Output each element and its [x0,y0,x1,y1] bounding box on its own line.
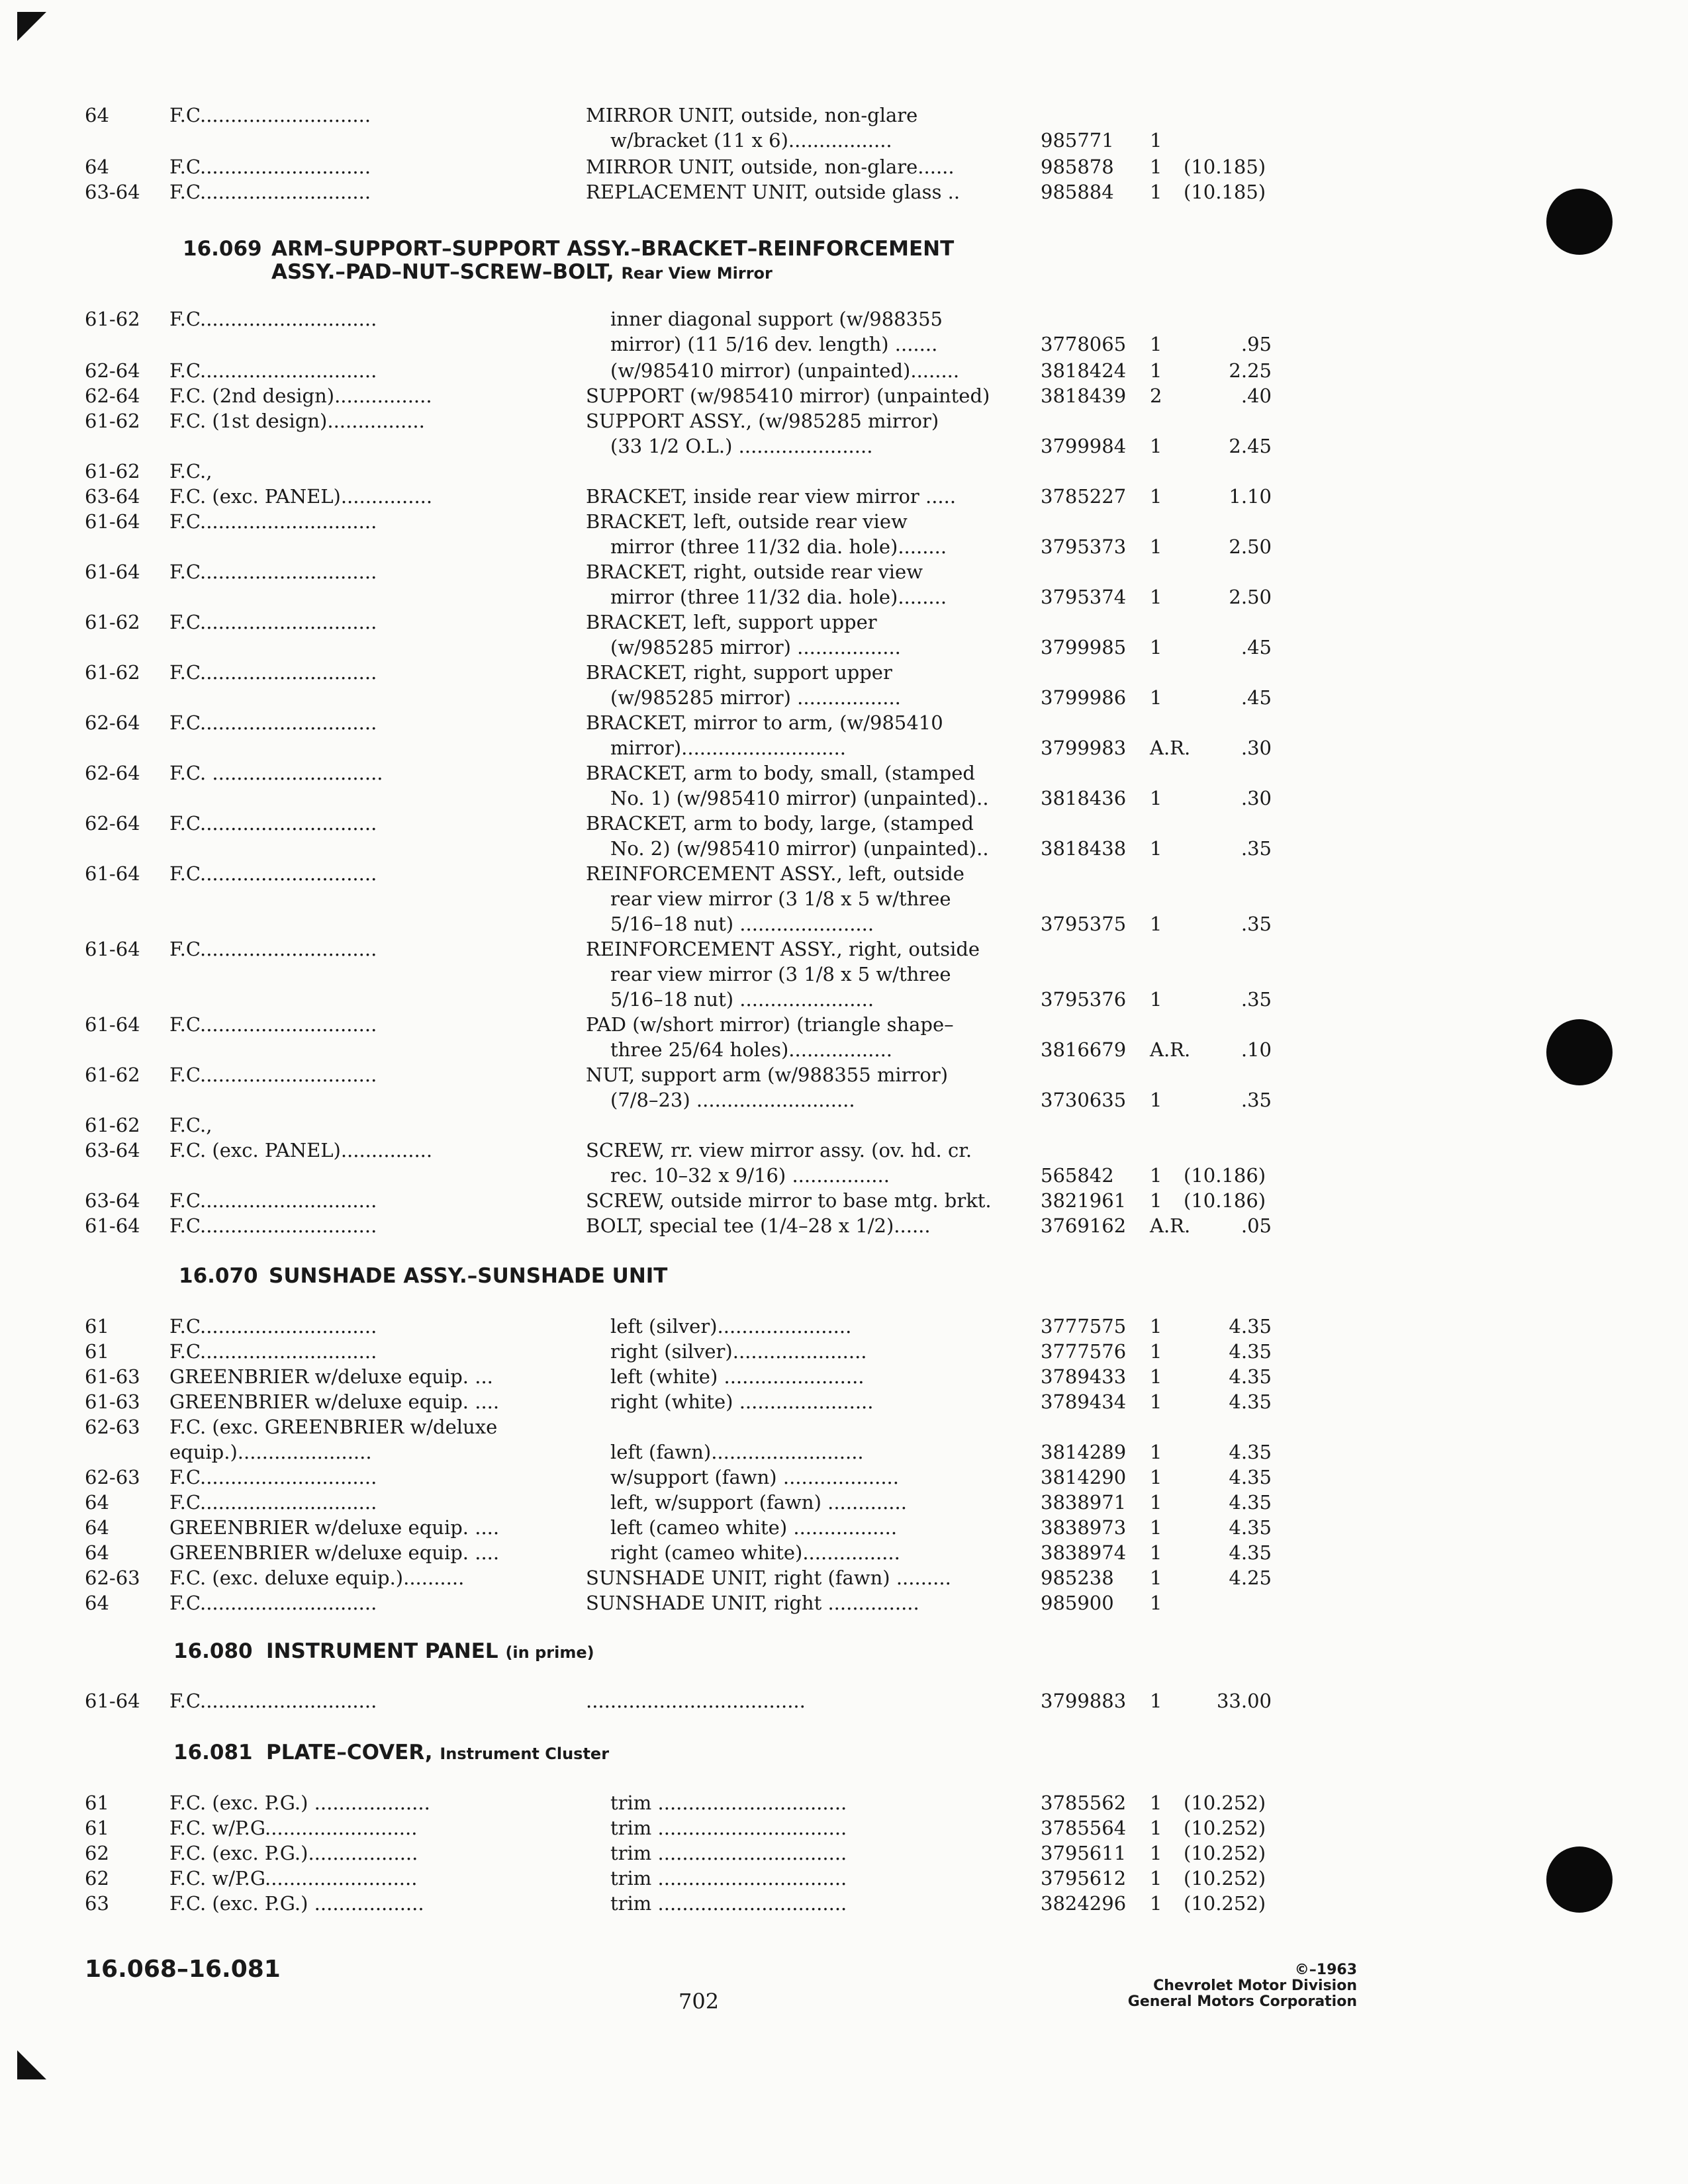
description-cell: trim ............................... [610,1842,847,1864]
part-number-cell: 3769162 [1041,1214,1127,1237]
description-cell: BOLT, special tee (1/4–28 x 1/2)...... [586,1214,931,1237]
quantity-cell: 1 [1150,535,1162,558]
part-number-cell: 985900 [1041,1592,1114,1614]
model-cell: F.C. ............................ [169,762,383,784]
model-cell: F.C............................. [169,1189,377,1212]
price-cell: .30 [1241,787,1272,809]
year-cell: 61-62 [85,1064,140,1086]
description-cell: trim ............................... [610,1817,847,1839]
part-number-cell: 985878 [1041,156,1114,178]
year-cell: 61 [85,1817,109,1839]
price-cell: .35 [1241,1089,1272,1111]
price-cell: 4.35 [1229,1441,1272,1463]
price-cell: 4.35 [1229,1541,1272,1564]
part-number-cell: 3785562 [1041,1792,1127,1814]
description-cell: rec. 10–32 x 9/16) ................ [610,1164,890,1187]
model-cell: F.C............................ [169,181,371,203]
description-cell: REINFORCEMENT ASSY., right, outside [586,938,980,960]
description-cell: SCREW, rr. view mirror assy. (ov. hd. cr. [586,1139,972,1161]
description-cell: .................................... [586,1690,806,1712]
price-cell: 4.35 [1229,1516,1272,1539]
year-cell: 64 [85,1491,109,1514]
model-cell: F.C............................. [169,938,377,960]
quantity-cell: 1 [1150,485,1162,508]
quantity-cell: 1 [1150,1441,1162,1463]
part-number-cell: 3821961 [1041,1189,1127,1212]
division-name: Chevrolet Motor Division [1153,1978,1357,1994]
price-cell: 4.35 [1229,1390,1272,1413]
description-cell: MIRROR UNIT, outside, non-glare [586,104,918,126]
reference-cell: (10.186) [1184,1164,1266,1187]
reference-cell: (10.252) [1184,1892,1266,1915]
part-number-cell: 3795373 [1041,535,1127,558]
part-number-cell: 3818436 [1041,787,1127,809]
reference-cell: (10.186) [1184,1189,1266,1212]
part-number-cell: 3730635 [1041,1089,1127,1111]
model-cell: F.C............................. [169,359,377,382]
quantity-cell: 1 [1150,129,1162,152]
year-cell: 62-63 [85,1416,140,1438]
year-cell: 61-64 [85,862,140,885]
price-cell: .45 [1241,686,1272,709]
corner-mark-top [17,12,46,41]
year-cell: 62-64 [85,812,140,835]
year-cell: 61-62 [85,410,140,432]
price-cell: 4.35 [1229,1466,1272,1488]
price-cell: .35 [1241,913,1272,935]
description-cell: MIRROR UNIT, outside, non-glare...... [586,156,955,178]
price-cell: 4.35 [1229,1365,1272,1388]
model-cell: F.C............................. [169,862,377,885]
quantity-cell: A.R. [1150,1038,1191,1061]
description-cell: mirror) (11 5/16 dev. length) ....... [610,333,938,355]
part-number-cell: 3789434 [1041,1390,1127,1413]
year-cell: 61-64 [85,938,140,960]
quantity-cell: 1 [1150,1541,1162,1564]
part-number-cell: 3785227 [1041,485,1127,508]
price-cell: 2.45 [1229,435,1272,457]
corner-mark-bottom [17,2050,46,2079]
page-range: 16.068–16.081 [85,1956,281,1983]
quantity-cell: 1 [1150,1592,1162,1614]
description-cell: right (silver)...................... [610,1340,867,1363]
description-cell: SCREW, outside mirror to base mtg. brkt. [586,1189,992,1212]
description-cell: 5/16–18 nut) ...................... [610,913,874,935]
year-cell: 63 [85,1892,109,1915]
description-cell: (w/985285 mirror) ................. [610,636,901,659]
description-cell: w/support (fawn) ................... [610,1466,899,1488]
model-cell: F.C............................. [169,1690,377,1712]
description-cell: three 25/64 holes)................. [610,1038,893,1061]
corporation-name: General Motors Corporation [1127,1993,1357,2010]
model-cell: F.C. w/P.G......................... [169,1867,418,1889]
year-cell: 63-64 [85,1139,140,1161]
part-number-cell: 3818424 [1041,359,1127,382]
part-number-cell: 3824296 [1041,1892,1127,1915]
model-cell: F.C............................. [169,1315,377,1338]
year-cell: 61-62 [85,308,140,330]
quantity-cell: A.R. [1150,1214,1191,1237]
year-cell: 61-64 [85,510,140,533]
quantity-cell: 1 [1150,333,1162,355]
description-cell: BRACKET, mirror to arm, (w/985410 [586,711,943,734]
quantity-cell: 1 [1150,1867,1162,1889]
price-cell: .35 [1241,988,1272,1011]
year-cell: 62-64 [85,762,140,784]
year-cell: 61-63 [85,1390,140,1413]
price-cell: .95 [1241,333,1272,355]
quantity-cell: 1 [1150,586,1162,608]
part-number-cell: 3799883 [1041,1690,1127,1712]
model-cell: F.C. (exc. GREENBRIER w/deluxe [169,1416,498,1438]
quantity-cell: 1 [1150,913,1162,935]
part-number-cell: 3838974 [1041,1541,1127,1564]
description-cell: inner diagonal support (w/988355 [610,308,943,330]
description-cell: (7/8–23) .......................... [610,1089,855,1111]
quantity-cell: 1 [1150,181,1162,203]
quantity-cell: 2 [1150,385,1162,407]
year-cell: 62-64 [85,711,140,734]
model-cell: F.C............................. [169,1491,377,1514]
quantity-cell: 1 [1150,837,1162,860]
price-cell: .45 [1241,636,1272,659]
quantity-cell: 1 [1150,1792,1162,1814]
price-cell: .30 [1241,737,1272,759]
part-number-cell: 3814290 [1041,1466,1127,1488]
year-cell: 61-62 [85,460,140,482]
year-cell: 61 [85,1792,109,1814]
description-cell: left, w/support (fawn) ............. [610,1491,907,1514]
page-number: 702 [679,1989,720,2014]
part-number-cell: 3799983 [1041,737,1127,759]
description-cell: rear view mirror (3 1/8 x 5 w/three [610,963,951,985]
model-cell: F.C............................. [169,1592,377,1614]
description-cell: 5/16–18 nut) ...................... [610,988,874,1011]
quantity-cell: 1 [1150,1365,1162,1388]
copyright-year: ©–1963 [1294,1962,1357,1978]
copyright-block [1128,1962,1357,2010]
year-cell: 62-63 [85,1567,140,1589]
year-cell: 62 [85,1867,109,1889]
description-cell: SUPPORT ASSY., (w/985285 mirror) [586,410,939,432]
description-cell: right (white) ...................... [610,1390,874,1413]
quantity-cell: 1 [1150,435,1162,457]
description-cell: w/bracket (11 x 6)................. [610,129,892,152]
description-cell: right (cameo white)................ [610,1541,900,1564]
year-cell: 61 [85,1315,109,1338]
price-cell: 4.35 [1229,1315,1272,1338]
model-cell: F.C............................ [169,104,371,126]
quantity-cell: 1 [1150,1390,1162,1413]
part-number-cell: 985771 [1041,129,1114,152]
year-cell: 63-64 [85,485,140,508]
part-number-cell: 3838971 [1041,1491,1127,1514]
quantity-cell: 1 [1150,156,1162,178]
description-cell: (w/985410 mirror) (unpainted)........ [610,359,960,382]
quantity-cell: 1 [1150,1491,1162,1514]
reference-cell: (10.252) [1184,1792,1266,1814]
model-cell: F.C............................. [169,1466,377,1488]
part-number-cell: 985238 [1041,1567,1114,1589]
quantity-cell: 1 [1150,636,1162,659]
model-cell: F.C., [169,460,212,482]
description-cell: No. 1) (w/985410 mirror) (unpainted).. [610,787,989,809]
part-number-cell: 3785564 [1041,1817,1127,1839]
part-number-cell: 3778065 [1041,333,1127,355]
price-cell: 2.25 [1229,359,1272,382]
description-cell: No. 2) (w/985410 mirror) (unpainted).. [610,837,989,860]
binder-hole-middle [1546,1019,1613,1085]
description-cell: left (silver)...................... [610,1315,852,1338]
model-cell: F.C............................. [169,1340,377,1363]
quantity-cell: 1 [1150,1817,1162,1839]
year-cell: 61 [85,1340,109,1363]
quantity-cell: 1 [1150,1842,1162,1864]
model-cell: F.C. (exc. P.G.) ................... [169,1792,430,1814]
price-cell: 33.00 [1216,1690,1272,1712]
description-cell: (33 1/2 O.L.) ...................... [610,435,873,457]
quantity-cell: 1 [1150,787,1162,809]
description-cell: left (white) ....................... [610,1365,865,1388]
description-cell: (w/985285 mirror) ................. [610,686,901,709]
model-cell: F.C............................. [169,711,377,734]
year-cell: 62-64 [85,385,140,407]
model-cell: F.C. (exc. deluxe equip.).......... [169,1567,465,1589]
description-cell: BRACKET, left, outside rear view [586,510,908,533]
part-number-cell: 3777576 [1041,1340,1127,1363]
quantity-cell: 1 [1150,1164,1162,1187]
model-cell: F.C., [169,1114,212,1136]
quantity-cell: 1 [1150,1516,1162,1539]
quantity-cell: 1 [1150,1690,1162,1712]
description-cell: SUNSHADE UNIT, right (fawn) ......... [586,1567,951,1589]
price-cell: 4.35 [1229,1491,1272,1514]
year-cell: 61-62 [85,611,140,633]
year-cell: 61-64 [85,561,140,583]
section-heading-16-069-line2: ASSY.–PAD–NUT–SCREW–BOLT, Rear View Mirror [271,260,773,284]
year-cell: 61-62 [85,661,140,684]
binder-hole-top [1546,189,1613,255]
reference-cell: (10.252) [1184,1817,1266,1839]
model-cell: F.C. (exc. P.G.) .................. [169,1892,424,1915]
price-cell: 2.50 [1229,535,1272,558]
description-cell: BRACKET, arm to body, large, (stamped [586,812,974,835]
model-cell: F.C. (2nd design)................ [169,385,432,407]
description-cell: PAD (w/short mirror) (triangle shape– [586,1013,954,1036]
quantity-cell: 1 [1150,1089,1162,1111]
quantity-cell: 1 [1150,686,1162,709]
price-cell: .05 [1241,1214,1272,1237]
description-cell: SUNSHADE UNIT, right ............... [586,1592,919,1614]
binder-hole-bottom [1546,1846,1613,1913]
model-cell: GREENBRIER w/deluxe equip. .... [169,1516,500,1539]
year-cell: 61-63 [85,1365,140,1388]
quantity-cell: 1 [1150,1892,1162,1915]
quantity-cell: 1 [1150,1189,1162,1212]
quantity-cell: 1 [1150,359,1162,382]
description-cell: trim ............................... [610,1867,847,1889]
quantity-cell: 1 [1150,1567,1162,1589]
model-cell: F.C. w/P.G......................... [169,1817,418,1839]
description-cell: REINFORCEMENT ASSY., left, outside [586,862,964,885]
model-cell: F.C. (exc. PANEL)............... [169,1139,433,1161]
part-number-cell: 3795376 [1041,988,1127,1011]
model-cell: F.C............................. [169,510,377,533]
year-cell: 64 [85,1516,109,1539]
part-number-cell: 3814289 [1041,1441,1127,1463]
description-cell: BRACKET, right, support upper [586,661,892,684]
part-number-cell: 3799986 [1041,686,1127,709]
model-cell: F.C............................. [169,1013,377,1036]
year-cell: 62-63 [85,1466,140,1488]
model-cell: F.C. (exc. PANEL)............... [169,485,433,508]
description-cell: trim ............................... [610,1892,847,1915]
part-number-cell: 565842 [1041,1164,1114,1187]
description-cell: left (fawn)......................... [610,1441,864,1463]
year-cell: 63-64 [85,181,140,203]
part-number-cell: 3795375 [1041,913,1127,935]
year-cell: 64 [85,104,109,126]
reference-cell: (10.185) [1184,181,1266,203]
reference-cell: (10.185) [1184,156,1266,178]
part-number-cell: 3777575 [1041,1315,1127,1338]
part-number-cell: 3818439 [1041,385,1127,407]
model-cell: F.C. (1st design)................ [169,410,425,432]
description-cell: NUT, support arm (w/988355 mirror) [586,1064,949,1086]
description-cell: left (cameo white) ................. [610,1516,898,1539]
part-number-cell: 3816679 [1041,1038,1127,1061]
price-cell: 4.25 [1229,1567,1272,1589]
model-cell: GREENBRIER w/deluxe equip. .... [169,1390,500,1413]
model-cell: F.C............................ [169,156,371,178]
year-cell: 61-64 [85,1013,140,1036]
description-cell: REPLACEMENT UNIT, outside glass .. [586,181,961,203]
description-cell: SUPPORT (w/985410 mirror) (unpainted) [586,385,990,407]
model-cell: F.C. (exc. P.G.).................. [169,1842,418,1864]
description-cell: BRACKET, left, support upper [586,611,877,633]
model-cell: F.C............................. [169,1214,377,1237]
model-cell: F.C............................. [169,812,377,835]
year-cell: 62-64 [85,359,140,382]
quantity-cell: 1 [1150,1340,1162,1363]
reference-cell: (10.252) [1184,1842,1266,1864]
description-cell: BRACKET, arm to body, small, (stamped [586,762,975,784]
year-cell: 63-64 [85,1189,140,1212]
year-cell: 61-64 [85,1690,140,1712]
part-number-cell: 985884 [1041,181,1114,203]
reference-cell: (10.252) [1184,1867,1266,1889]
model-cell: F.C............................. [169,308,377,330]
part-number-cell: 3799985 [1041,636,1127,659]
description-cell: mirror)........................... [610,737,847,759]
quantity-cell: 1 [1150,988,1162,1011]
model-cell: GREENBRIER w/deluxe equip. .... [169,1541,500,1564]
price-cell: 2.50 [1229,586,1272,608]
price-cell: 1.10 [1229,485,1272,508]
description-cell: trim ............................... [610,1792,847,1814]
price-cell: 4.35 [1229,1340,1272,1363]
price-cell: .35 [1241,837,1272,860]
model-cell: F.C............................. [169,1064,377,1086]
description-cell: mirror (three 11/32 dia. hole)........ [610,535,947,558]
description-cell: rear view mirror (3 1/8 x 5 w/three [610,887,951,910]
part-number-cell: 3818438 [1041,837,1127,860]
part-number-cell: 3795612 [1041,1867,1127,1889]
year-cell: 64 [85,1592,109,1614]
description-cell: BRACKET, inside rear view mirror ..... [586,485,957,508]
model-cell: GREENBRIER w/deluxe equip. ... [169,1365,493,1388]
model-cell: F.C............................. [169,611,377,633]
price-cell: .10 [1241,1038,1272,1061]
part-number-cell: 3795374 [1041,586,1127,608]
year-cell: 61-64 [85,1214,140,1237]
price-cell: .40 [1241,385,1272,407]
year-cell: 61-62 [85,1114,140,1136]
part-number-cell: 3838973 [1041,1516,1127,1539]
description-cell: BRACKET, right, outside rear view [586,561,923,583]
year-cell: 64 [85,1541,109,1564]
part-number-cell: 3799984 [1041,435,1127,457]
year-cell: 64 [85,156,109,178]
quantity-cell: A.R. [1150,737,1191,759]
model-cell: equip.)...................... [169,1441,372,1463]
model-cell: F.C............................. [169,661,377,684]
model-cell: F.C............................. [169,561,377,583]
quantity-cell: 1 [1150,1466,1162,1488]
part-number-cell: 3795611 [1041,1842,1127,1864]
year-cell: 62 [85,1842,109,1864]
part-number-cell: 3789433 [1041,1365,1127,1388]
quantity-cell: 1 [1150,1315,1162,1338]
description-cell: mirror (three 11/32 dia. hole)........ [610,586,947,608]
